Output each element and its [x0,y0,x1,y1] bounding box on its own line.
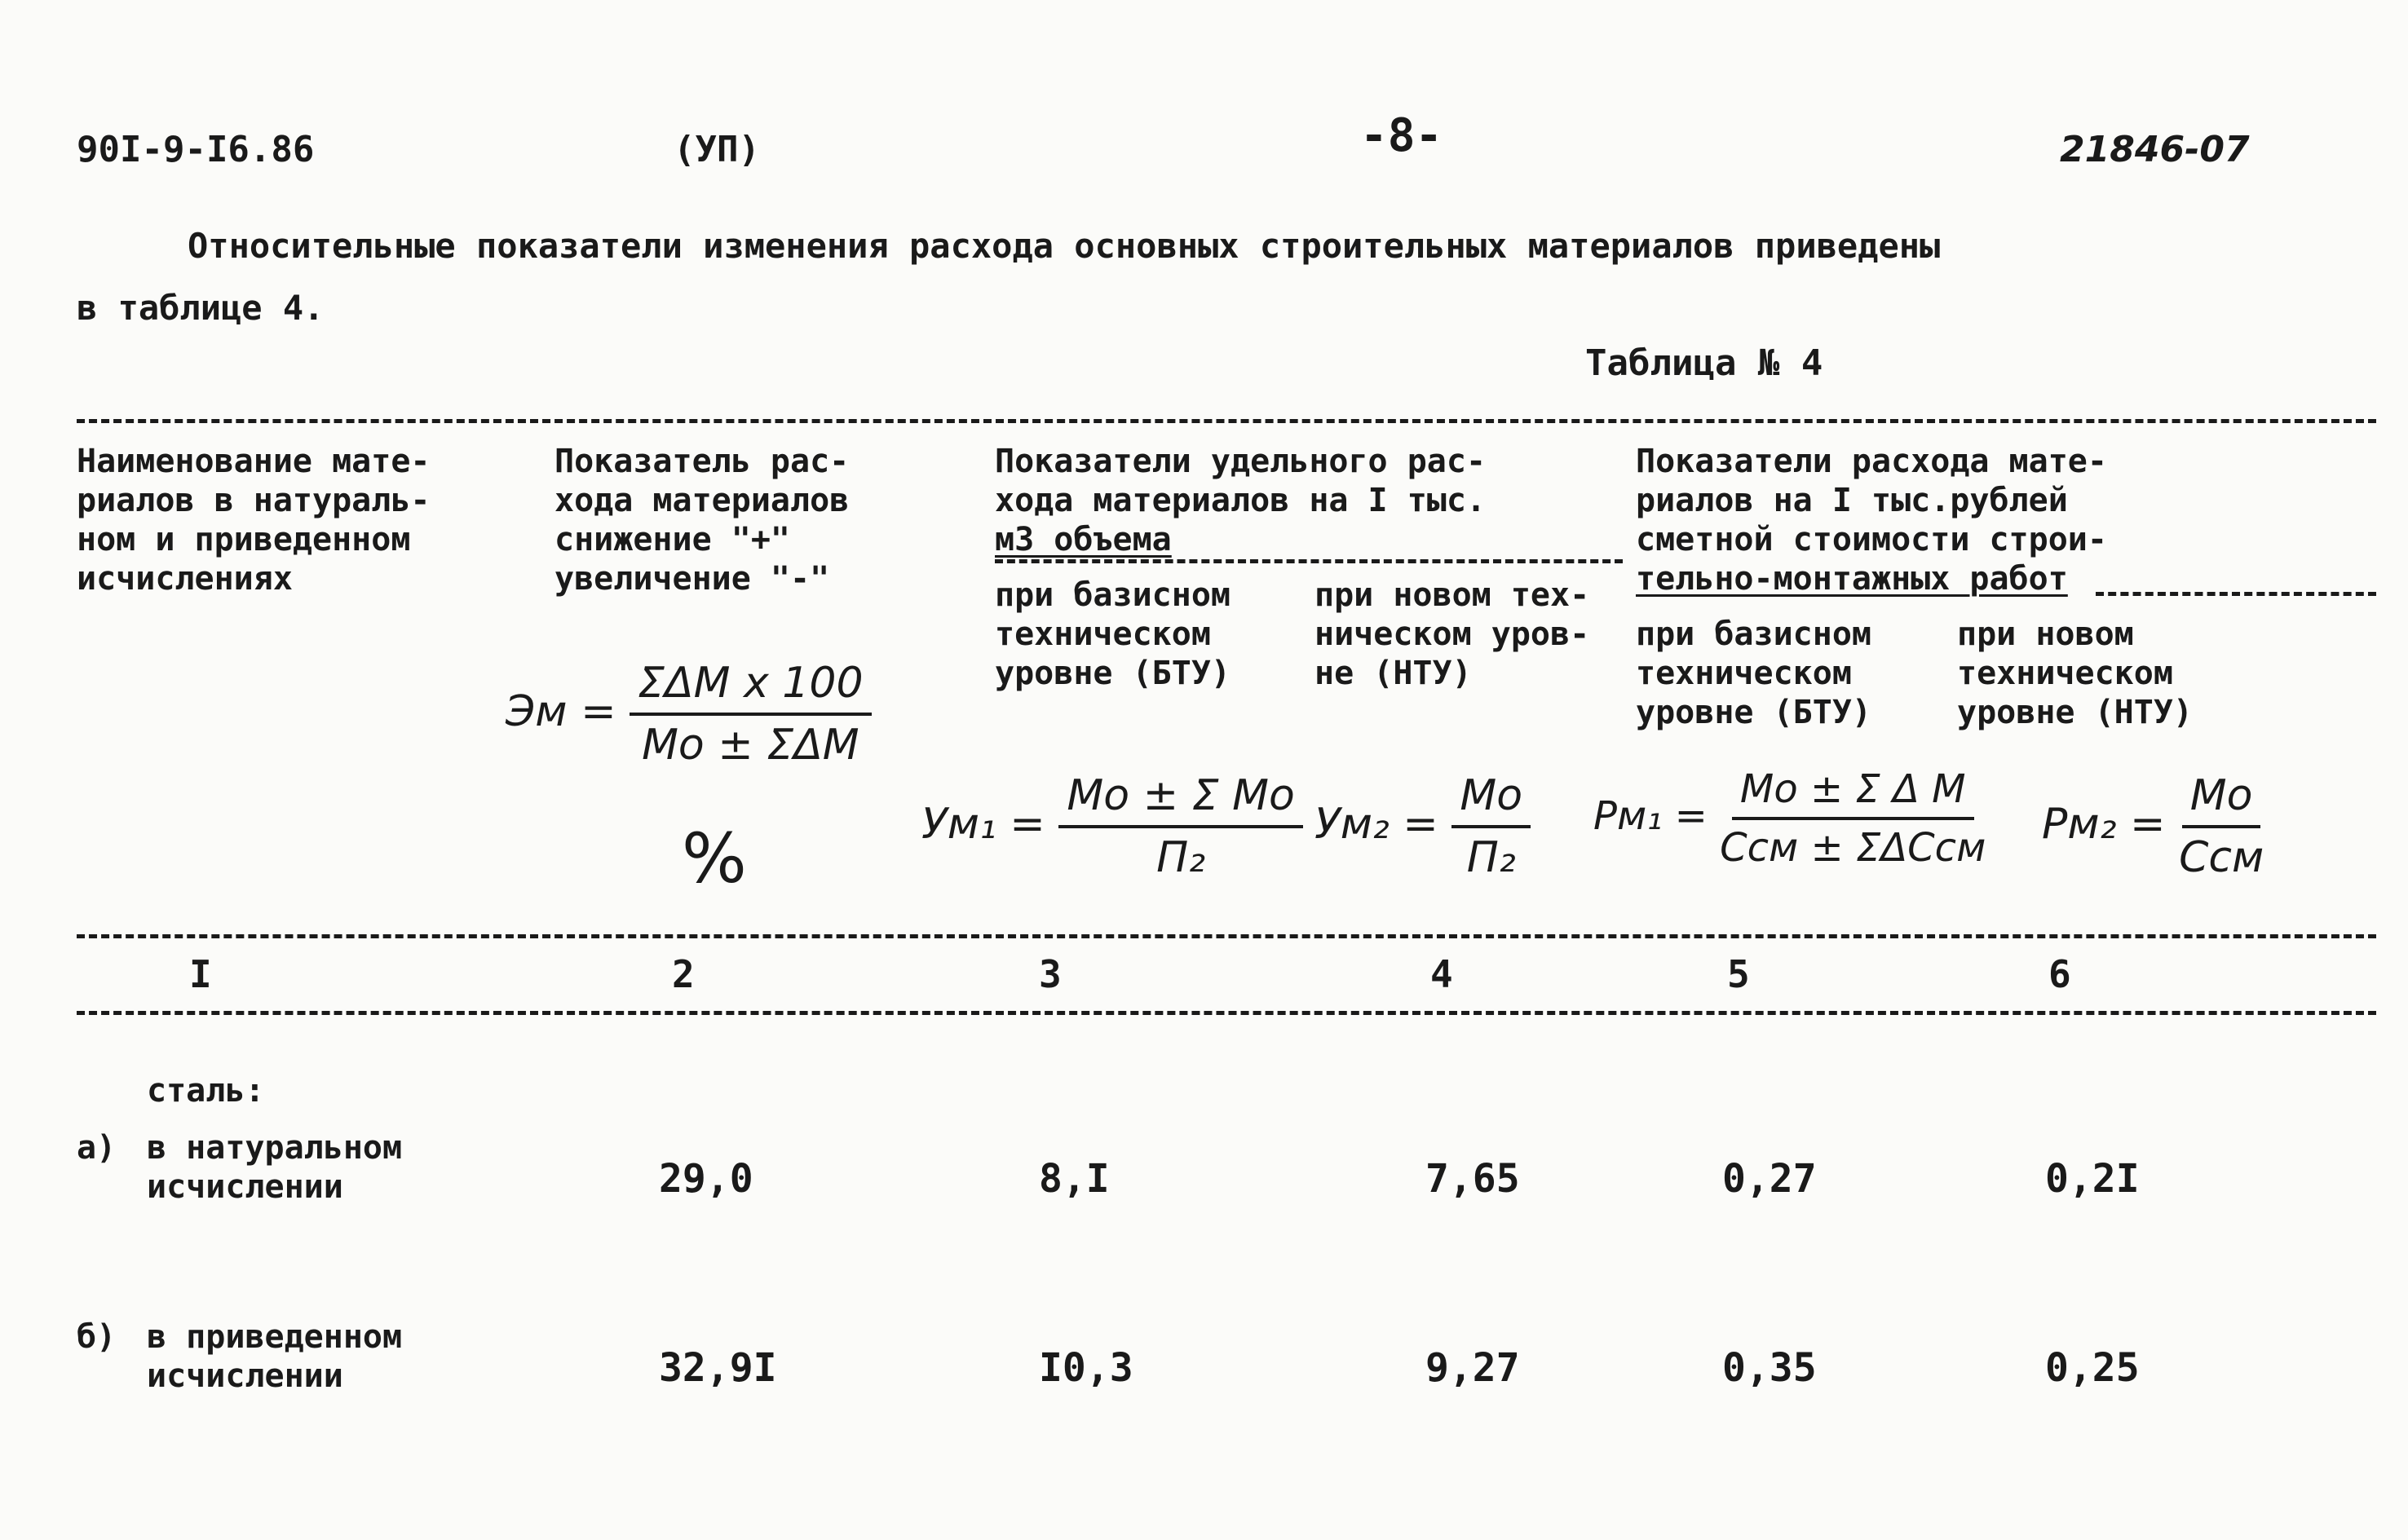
table-cell: 0,35 [1722,1345,1817,1391]
col4-formula-numerator: Мо [1451,771,1531,828]
table-cell: 7,65 [1425,1156,1520,1202]
table-cell: I0,3 [1039,1345,1133,1391]
group1-header-line2: хода материалов на I тыс. [995,482,1487,519]
col5-formula-denominator: Ссм ± ΣΔСсм [1720,825,1986,871]
group2-rule [2096,592,2376,596]
table-cell: 29,0 [659,1156,753,1202]
col2-formula: Эм = $\frac{\text{ΣΔМ x 100}}{\text{Мо ± ΣΔМ}}$ [506,659,872,770]
group1-rule [995,559,1623,563]
column-number: 6 [2048,952,2071,996]
col4-formula: Ум₂ = $\frac{Мо}{\text{П₂}}$ [1314,771,1531,882]
column-number: 3 [1039,952,1062,996]
group2-header-line4: тельно-монтажных работ [1636,560,2068,598]
col5-header: при базисном техническом уровне (БТУ) [1636,616,1871,731]
document-code: 90I-9-I6.86 [77,129,315,170]
table-cell: 0,2I [2045,1156,2140,1202]
row-label: в приведенном исчислении [147,1318,403,1395]
group1-header-line1: Показатели удельного рас- [995,443,1487,480]
column-number: 5 [1727,952,1750,996]
archive-number: 21846-07 [2060,129,2250,170]
col6-header: при новом техническом уровне (НТУ) [1957,616,2193,731]
table-cell: 9,27 [1425,1345,1520,1391]
column-number: I [189,952,212,996]
col6-formula: Рм₂ = $\frac{Мо}{\text{Ссм}}$ [2042,771,2264,882]
table-top-rule [77,419,2376,423]
col4-formula-denominator: П₂ [1466,833,1516,882]
row-label: в натуральном исчислении [147,1129,403,1206]
col6-formula-numerator: Мо [2182,771,2261,828]
section-label-steel: сталь: [147,1072,265,1110]
table-cell: 32,9I [659,1345,777,1391]
col3-header: при базисном техническом уровне (БТУ) [995,576,1231,692]
table-cell: 0,25 [2045,1345,2140,1391]
group2-header-line3: сметной стоимости строи- [1636,521,2107,558]
col2-formula-numerator: ΣΔМ x 100 [630,659,871,716]
column-numbers-rule [77,1011,2376,1015]
group2-header-line1: Показатели расхода мате- [1636,443,2107,480]
col3-formula-denominator: П₂ [1156,833,1206,882]
column-number: 4 [1430,952,1453,996]
page-number: -8- [1360,109,1443,162]
col5-formula: Рм₁ = $\frac{\text{Мо ± Σ Δ М}}{\text{Ссм ± ΣΔСсм}}$ [1593,766,1986,871]
col5-formula-numerator: Мо ± Σ Δ М [1732,766,1974,820]
row-marker: а) [77,1129,117,1167]
table-cell: 0,27 [1722,1156,1817,1202]
column-number: 2 [672,952,695,996]
col3-formula-numerator: Мо ± Σ Мо [1058,771,1302,828]
col4-header: при новом тех- ническом уров- не (НТУ) [1314,576,1590,692]
col3-formula: Ум₁ = $\frac{\text{Мо ± Σ Мо}}{\text{П₂}}$ [921,771,1303,882]
group1-header-line3: м3 объема [995,521,1172,558]
col2-formula-denominator: Мо ± ΣΔМ [642,721,859,770]
table-cell: 8,I [1039,1156,1110,1202]
col1-header: Наименование мате- риалов в натураль- ном и приведенном исчислениях [77,443,431,598]
percent-unit: % [682,819,747,898]
header-bottom-rule [77,934,2376,938]
row-marker: б) [77,1318,117,1356]
col2-header: Показатель рас- хода материалов снижение "+" увеличение "-" [555,443,850,598]
group2-header-line2: риалов на I тыс.рублей [1636,482,2068,519]
album-marker: (УП) [674,129,760,170]
intro-line-1: Относительные показатели изменения расхода основных строительных материалов приведены [188,226,1941,266]
table-title: Таблица № 4 [1585,342,1823,384]
col6-formula-denominator: Ссм [2179,833,2264,882]
intro-line-2: в таблице 4. [77,288,325,328]
